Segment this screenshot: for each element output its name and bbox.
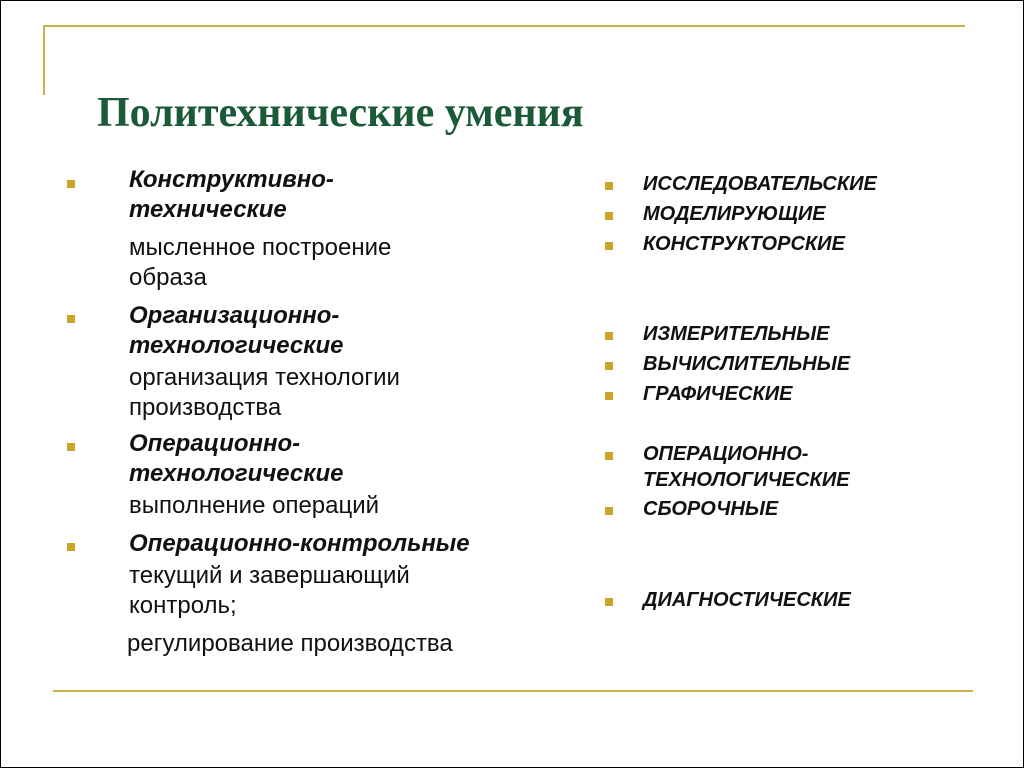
bullet-icon <box>605 392 613 400</box>
right-item: ОПЕРАЦИОННО- ТЕХНОЛОГИЧЕСКИЕ <box>643 443 850 491</box>
left-rule <box>43 25 45 95</box>
right-item: ДИАГНОСТИЧЕСКИЕ <box>643 589 851 611</box>
left-item-title: Операционно-контрольные <box>129 530 470 557</box>
bullet-icon <box>605 182 613 190</box>
right-item: ИССЛЕДОВАТЕЛЬСКИЕ <box>643 173 877 195</box>
left-item-desc: выполнение операций <box>129 492 380 519</box>
left-item-title: Конструктивно- технические <box>129 166 334 223</box>
bullet-icon <box>67 443 75 451</box>
bullet-icon <box>605 362 613 370</box>
bullet-icon <box>605 242 613 250</box>
slide-title: Политехнические умения <box>97 90 584 136</box>
left-item-extra: регулирование производства <box>127 630 453 657</box>
bullet-icon <box>605 452 613 460</box>
right-item: ВЫЧИСЛИТЕЛЬНЫЕ <box>643 353 851 375</box>
right-item: КОНСТРУКТОРСКИЕ <box>643 233 845 255</box>
left-item-desc: мысленное построение образа <box>129 234 392 291</box>
right-item: СБОРОЧНЫЕ <box>643 498 779 520</box>
bullet-icon <box>605 598 613 606</box>
bullet-icon <box>67 543 75 551</box>
top-rule <box>43 25 965 27</box>
right-item: ИЗМЕРИТЕЛЬНЫЕ <box>643 323 830 345</box>
left-item-title: Операционно- технологические <box>129 430 344 487</box>
bullet-icon <box>605 507 613 515</box>
left-item-desc: организация технологии производства <box>129 364 400 421</box>
bottom-rule <box>53 690 973 692</box>
bullet-icon <box>67 315 75 323</box>
bullet-icon <box>67 180 75 188</box>
right-item: ГРАФИЧЕСКИЕ <box>643 383 793 405</box>
left-item-title: Организационно- технологические <box>129 302 344 359</box>
bullet-icon <box>605 212 613 220</box>
bullet-icon <box>605 332 613 340</box>
right-item: МОДЕЛИРУЮЩИЕ <box>643 203 826 225</box>
left-item-desc: текущий и завершающий контроль; <box>129 562 410 619</box>
